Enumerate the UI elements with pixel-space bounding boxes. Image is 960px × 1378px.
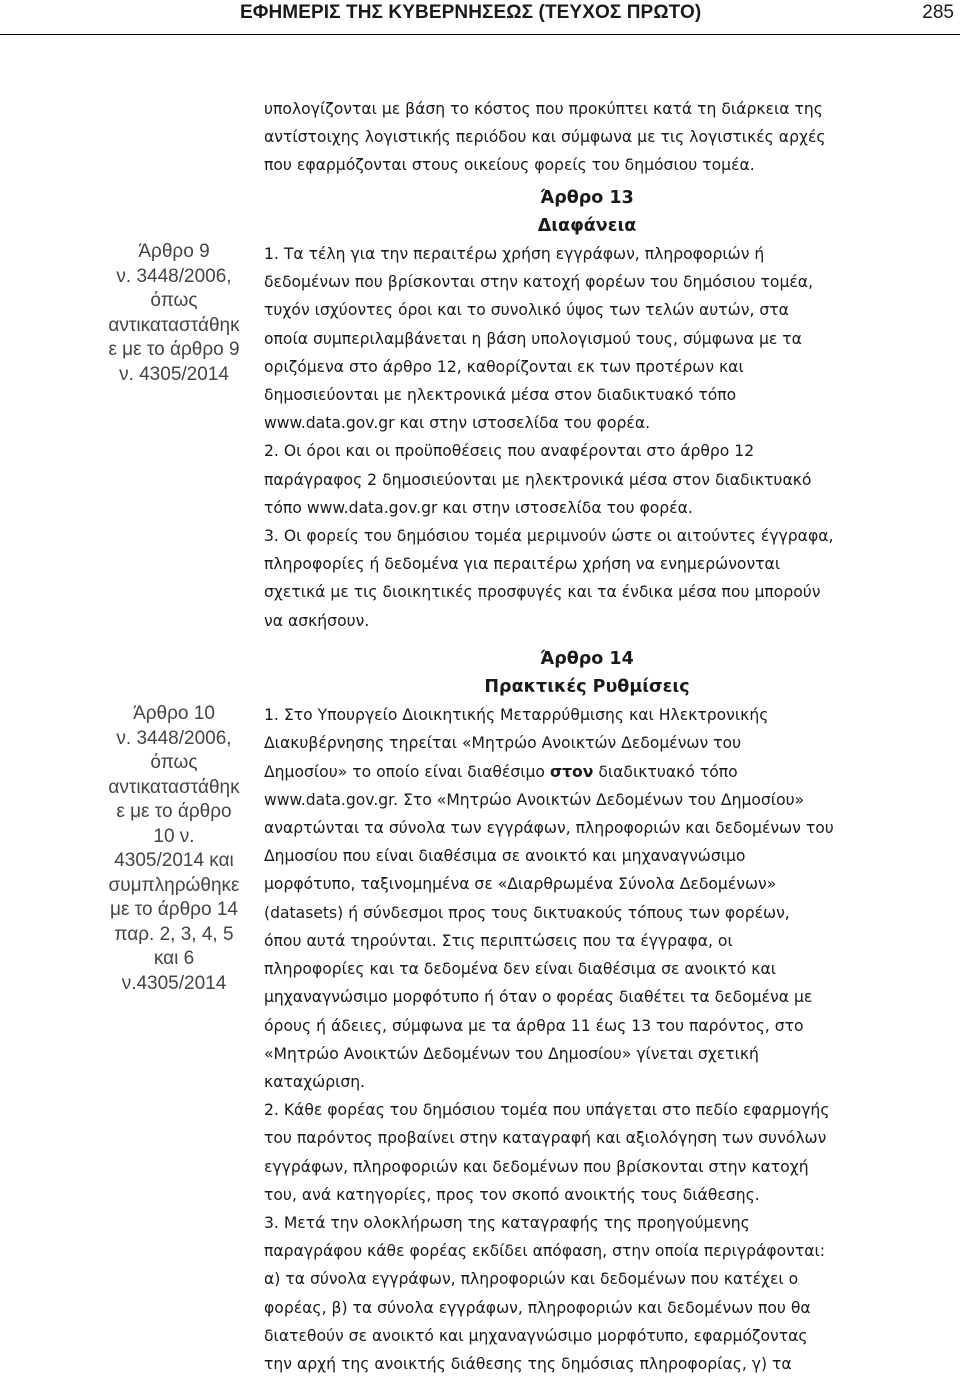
text-line: όρους ή άδειες, σύμφωνα με τα άρθρα 11 έως 13 του παρόντος, στο <box>264 1016 804 1035</box>
text-line: α) τα σύνολα εγγράφων, πληροφοριών και δεδομένων που κατέχει ο <box>264 1270 799 1289</box>
text-line: 2. Κάθε φορέας του δημόσιου τομέα που υπάγεται στο πεδίο εφαρμογής <box>264 1101 830 1120</box>
margin-note-line: αντικαταστάθηκ <box>108 314 240 336</box>
margin-note-article-10 <box>100 702 248 996</box>
margin-note-line: παρ. 2, 3, 4, 5 <box>114 923 234 945</box>
article-14-title: Πρακτικές Ρυθμίσεις <box>484 677 690 698</box>
margin-note-line: ν. 4305/2014 <box>119 363 229 385</box>
text-line: Δημοσίου που είναι διαθέσιμα σε ανοικτό και μηχαναγνώσιμο <box>264 847 746 866</box>
text-line: του, ανά κατηγορίες, προς τον σκοπό ανοικτής τους διάθεσης. <box>264 1185 760 1204</box>
margin-note-line: Άρθρο 9 <box>138 241 210 262</box>
gazette-title: ΕΦΗΜΕΡΙΣ ΤΗΣ ΚΥΒΕΡΝΗΣΕΩΣ (ΤΕΥΧΟΣ ΠΡΩΤΟ) <box>240 2 702 23</box>
text-line: να ασκήσουν. <box>264 611 370 630</box>
margin-note-line: συμπληρώθηκε <box>108 874 240 896</box>
margin-note-line: 4305/2014 και <box>114 850 234 871</box>
text-line: τυχόν ισχύοντες όροι και το συνολικό ύψος των τελών αυτών, στα <box>264 301 789 320</box>
margin-note-line: ν. 3448/2006, <box>116 727 232 749</box>
margin-note-line: όπως <box>150 752 198 773</box>
text-line: του παρόντος προβαίνει στην καταγραφή και αξιολόγηση των συνόλων <box>264 1129 827 1148</box>
text-line: καταχώριση. <box>264 1072 366 1091</box>
text-span: διαδικτυακό τόπο <box>593 762 738 781</box>
text-line: πληροφορίες ή δεδομένα για περαιτέρω χρήση να ενημερώνονται <box>264 555 781 574</box>
text-line: (datasets) ή σύνδεσμοι προς τους δικτυακούς τόπους των φορέων, <box>264 903 790 922</box>
margin-note-line: αντικαταστάθηκ <box>108 776 240 798</box>
text-line: φορέας, β) τα σύνολα εγγράφων, πληροφοριών και δεδομένων που θα <box>264 1298 811 1317</box>
text-line: την αρχή της ανοικτής διάθεσης της δημόσιας πληροφορίας, γ) τα <box>264 1354 792 1373</box>
article-13-number: Άρθρο 13 <box>540 187 634 208</box>
text-line: «Μητρώο Ανοικτών Δεδομένων του Δημοσίου» γίνεται σχετική <box>264 1044 759 1063</box>
margin-note-line: και 6 <box>153 948 195 969</box>
article-14-paragraph-2 <box>264 1096 910 1209</box>
margin-note-line: όπως <box>150 290 198 311</box>
margin-note-line: Άρθρο 10 <box>133 703 215 724</box>
text-line: 2. Οι όροι και οι προϋποθέσεις που αναφέρονται στο άρθρο 12 <box>264 442 755 461</box>
text-line: οποία συμπεριλαμβάνεται η βάση υπολογισμού τους, σύμφωνα με τα <box>264 329 802 348</box>
text-line: μορφότυπο, ταξινομημένα σε «Διαρθρωμένα Σύνολα Δεδομένων» <box>264 875 777 894</box>
margin-note-line: με το άρθρο 14 <box>110 899 238 920</box>
text-line: 1. Τα τέλη για την περαιτέρω χρήση εγγράφων, πληροφοριών ή <box>264 245 765 264</box>
text-line: μηχαναγνώσιμο μορφότυπο ή όταν ο φορέας διαθέτει τα δεδομένα με <box>264 988 813 1007</box>
text-line <box>264 758 910 786</box>
margin-note-line: 10 ν. <box>153 825 195 847</box>
text-line: 3. Μετά την ολοκλήρωση της καταγραφής της προηγούμενης <box>264 1213 750 1232</box>
article-13-title: Διαφάνεια <box>537 215 637 236</box>
intro-paragraph <box>264 95 910 180</box>
margin-note-line: ν. 3448/2006, <box>116 265 232 287</box>
text-line: που εφαρμόζονται στους οικείους φορείς του δημόσιου τομέα. <box>264 156 755 175</box>
margin-note-line: ε με το άρθρο <box>116 801 232 822</box>
article-13-paragraph-1 <box>264 240 910 437</box>
text-line: τόπο www.data.gov.gr και στην ιστοσελίδα του φορέα. <box>264 498 693 517</box>
margin-note-line: ν.4305/2014 <box>121 972 227 994</box>
text-line: όπου αυτά τηρούνται. Στις περιπτώσεις που τα έγγραφα, οι <box>264 931 733 950</box>
text-span: Δημοσίου» το οποίο είναι διαθέσιμο <box>264 762 550 781</box>
text-line: παράγραφος 2 δημοσιεύονται με ηλεκτρονικά μέσα στον διαδικτυακό <box>264 470 812 489</box>
margin-note-line: ε με το άρθρο 9 <box>108 339 240 360</box>
text-line: δημοσιεύονται με ηλεκτρονικά μέσα στον διαδικτυακό τόπο <box>264 386 737 405</box>
text-line: δεδομένων που βρίσκονται στην κατοχή φορέων του δημόσιου τομέα, <box>264 273 814 292</box>
article-13-paragraph-3 <box>264 522 910 635</box>
text-line: Διακυβέρνησης τηρείται «Μητρώο Ανοικτών Δεδομένων του <box>264 734 742 753</box>
text-line: www.data.gov.gr και στην ιστοσελίδα του φορέα. <box>264 414 651 433</box>
article-14-paragraph-3 <box>264 1209 910 1378</box>
page-number: 285 <box>922 2 954 23</box>
text-line: 1. Στο Υπουργείο Διοικητικής Μεταρρύθμισης και Ηλεκτρονικής <box>264 706 769 725</box>
text-line: αντίστοιχης λογιστικής περιόδου και σύμφωνα με τις λογιστικές αρχές <box>264 128 826 147</box>
page-header <box>0 0 960 35</box>
bold-word: στον <box>549 762 594 781</box>
text-line: υπολογίζονται με βάση το κόστος που προκύπτει κατά τη διάρκεια της <box>264 100 823 118</box>
text-line: πληροφορίες και τα δεδομένα δεν είναι διαθέσιμα σε ανοικτό και <box>264 960 776 979</box>
text-line: αναρτώνται τα σύνολα των εγγράφων, πληροφοριών και δεδομένων του <box>264 819 834 838</box>
text-line: σχετικά με τις διοικητικές προσφυγές και τα ένδικα μέσα που μπορούν <box>264 583 821 602</box>
article-14-paragraph-1 <box>264 701 910 1096</box>
text-line: www.data.gov.gr. Στο «Μητρώο Ανοικτών Δεδομένων του Δημοσίου» <box>264 790 805 809</box>
text-line: 3. Οι φορείς του δημόσιου τομέα μεριμνούν ώστε οι αιτούντες έγγραφα, <box>264 527 834 546</box>
article-13-paragraph-2 <box>264 437 910 522</box>
text-line: διατεθούν σε ανοικτό και μηχαναγνώσιμο μορφότυπο, εφαρμόζοντας <box>264 1326 808 1345</box>
text-line: οριζόμενα στο άρθρο 12, καθορίζονται εκ των προτέρων και <box>264 357 744 376</box>
article-14-number: Άρθρο 14 <box>540 648 634 669</box>
text-line: εγγράφων, πληροφοριών και δεδομένων που βρίσκονται στην κατοχή <box>264 1157 809 1176</box>
text-line: παραγράφου κάθε φορέας εκδίδει απόφαση, στην οποία περιγράφονται: <box>264 1242 826 1261</box>
body-column <box>264 95 910 1378</box>
margin-note-article-9 <box>100 240 248 387</box>
